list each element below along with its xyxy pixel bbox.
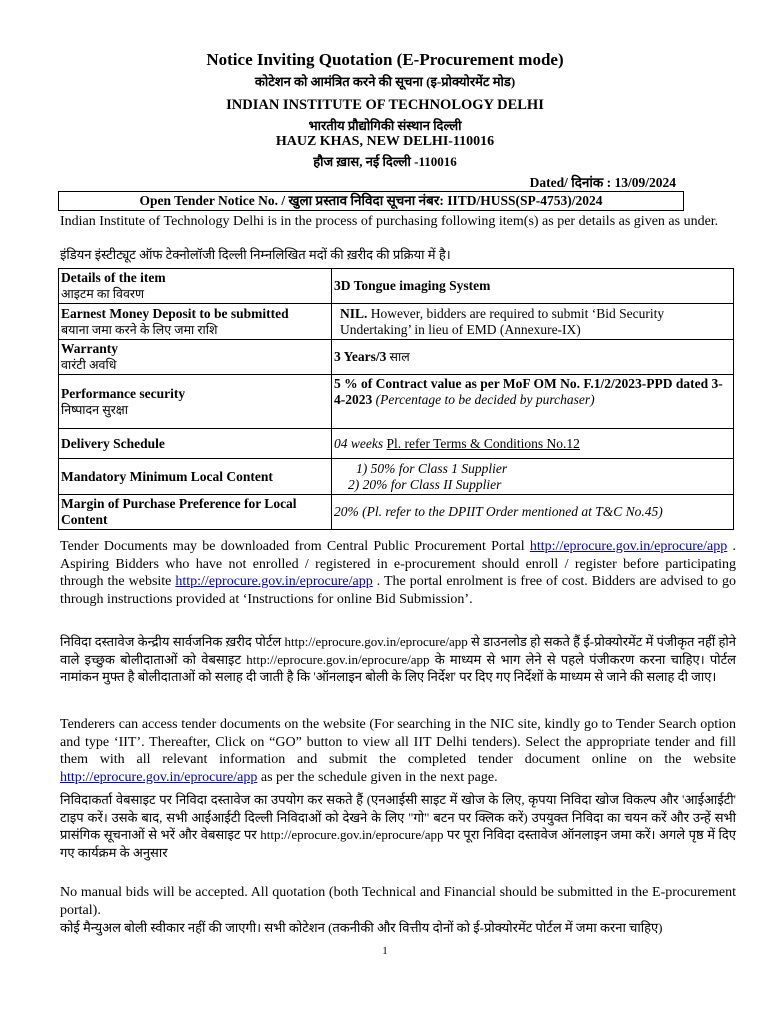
table-row — [59, 429, 734, 459]
table-row — [59, 269, 734, 304]
para2-text-2: . Aspiring Bidders who have not enrolled / registered in e-procurement should enroll / register before participating through the website — [60, 539, 737, 589]
warranty-value: 3 Years/3 — [334, 349, 387, 364]
table-cell-value — [332, 340, 734, 375]
item-label: Details of the item — [61, 270, 166, 285]
emd-value-bold: NIL. — [340, 305, 368, 321]
institute-address: HAUZ KHAS, NEW DELHI-110016 — [275, 134, 495, 149]
institute-name: INDIAN INSTITUTE OF TECHNOLOGY DELHI — [226, 97, 544, 113]
table-cell-label — [59, 459, 332, 495]
table-cell-label — [59, 269, 332, 304]
para2-text-1: Tender Documents may be downloaded from Central Public Procurement Portal — [60, 539, 530, 554]
institute-address-hindi: हौज ख़ास, नई दिल्ली -110016 — [313, 154, 457, 169]
eprocure-link[interactable]: http://eprocure.gov.in/eprocure/app — [529, 539, 728, 554]
para2-text-3: . The portal enrolment is free of cost. Bidders are advised to go through instructions provided at ‘Instructions for online Bid Submission’. — [60, 574, 737, 607]
warranty-value-hindi: साल — [386, 350, 410, 364]
notice-title: Notice Inviting Quotation (E-Procurement mode) — [206, 50, 564, 69]
performance-security-label-hindi: निष्पादन सुरक्षा — [61, 402, 129, 417]
table-cell-value — [332, 304, 734, 340]
emd-label: Earnest Money Deposit to be submitted — [61, 305, 289, 321]
table-row — [59, 304, 734, 340]
tender-download-paragraph-hindi: निविदा दस्तावेज केन्द्रीय सार्वजनिक ख़रीद पोर्टल http://eprocure.gov.in/eprocure/app से डाउनलोड हो सकते हैं ई-प्रोक्योरमेंट में पंजीकृत नहीं होने वाले इच्छुक बोलीदाताओं को वेबसाइट http://eprocure.gov.in/eprocure/app के माध्यम से भाग लेने से पहले पंजीकरण करना चाहिए। पोर्टल नामांकन मुफ्त है बोलीदाताओं को सलाह दी जाती है कि 'ऑनलाइन बोली के लिए निर्देश' पर दिए गए निर्देशों के माध्यम से जाने की सलाह दी जाए। — [60, 634, 736, 684]
delivery-weeks: 04 weeks — [334, 435, 384, 451]
table-cell-label — [59, 429, 332, 459]
intro-paragraph: Indian Institute of Technology Delhi is in the process of purchasing following item(s) as per details as given as under. — [60, 214, 719, 229]
notice-title-hindi: कोटेशन को आमंत्रित करने की सूचना (इ-प्रोक्योरमेंट मोड) — [254, 74, 516, 89]
tender-download-paragraph — [60, 538, 736, 608]
performance-security-label: Performance security — [61, 385, 186, 401]
table-cell-value — [332, 495, 734, 530]
margin-preference-label: Margin of Purchase Preference for Local Content — [61, 496, 297, 527]
performance-security-note: (Percentage to be decided by purchaser) — [372, 392, 595, 407]
local-content-class-1: 1) 50% for Class 1 Supplier — [356, 460, 508, 476]
open-tender-number: Open Tender Notice No. / खुला प्रस्ताव निविदा सूचना नंबर: IITD/HUSS(SP-4753)/2024 — [58, 191, 684, 211]
table-cell-value — [332, 269, 734, 304]
local-content-label: Mandatory Minimum Local Content — [61, 468, 273, 484]
no-manual-bids-paragraph-hindi: कोई मैन्युअल बोली स्वीकार नहीं की जाएगी। सभी कोटेशन (तकनीकी और वित्तीय दोनों को ई-प्रोक्योरमेंट पोर्टल में जमा करना चाहिए) — [60, 920, 663, 935]
para4-text-2: as per the schedule given in the next page. — [257, 769, 498, 785]
eprocure-link[interactable]: http://eprocure.gov.in/eprocure/app — [60, 769, 258, 785]
table-cell-label — [59, 304, 332, 340]
warranty-label: Warranty — [61, 341, 118, 356]
table-row — [59, 495, 734, 530]
item-details-table — [58, 268, 734, 530]
table-cell-value — [332, 429, 734, 459]
page-number: 1 — [382, 945, 388, 957]
table-row — [59, 459, 734, 495]
table-row — [59, 375, 734, 429]
table-cell-label — [59, 375, 332, 429]
item-value: 3D Tongue imaging System — [334, 278, 491, 293]
performance-security-value: 5 % of Contract value as per MoF OM No. F.1/2/2023-PPD dated 3-4-2023 — [334, 376, 723, 407]
table-cell-value — [332, 375, 734, 429]
warranty-label-hindi: वारंटी अवधि — [61, 358, 117, 372]
delivery-terms-reference: Pl. refer Terms & Conditions No.12 — [386, 435, 580, 451]
no-manual-bids-paragraph: No manual bids will be accepted. All quotation (both Technical and Financial should be submitted in the E-procurement portal). — [60, 885, 736, 918]
table-cell-label — [59, 495, 332, 530]
margin-preference-value: 20% (Pl. refer to the DPIIT Order mentioned at T&C No.45) — [334, 504, 663, 519]
emd-value-text: However, bidders are required to submit ‘Bid Security Undertaking’ in lieu of EMD (Annexure-IX) — [340, 305, 665, 337]
notice-date: Dated/ दिनांक : 13/09/2024 — [529, 175, 676, 190]
table-cell-value — [332, 459, 734, 495]
emd-label-hindi: बयाना जमा करने के लिए जमा राशि — [61, 322, 218, 337]
tender-access-paragraph-hindi: निविदाकर्ता वेबसाइट पर निविदा दस्तावेज का उपयोग कर सकते हैं (एनआईसी साइट में खोज के लिए, कृपया निविदा खोज विकल्प और 'आईआईटी' टाइप करें। उसके बाद, सभी आईआईटी दिल्ली निविदाओं को देखने के लिए "गो" बटन पर क्लिक करें) उपयुक्त निविदा का चयन करें और उन्हें सभी प्रासंगिक सूचनाओं से भरें और वेबसाइट पर http://eprocure.gov.in/eprocure/app पर पूरा निविदा दस्तावेज ऑनलाइन जमा करें। अगले पृष्ठ में दिए गए कार्यक्रम के अनुसार — [60, 792, 736, 860]
institute-name-hindi: भारतीय प्रौद्योगिकी संस्थान दिल्ली — [308, 118, 462, 133]
para4-text-1: Tenderers can access tender documents on the website (For searching in the NIC site, kindly go to Tender Search option and type ‘IIT’. Thereafter, Click on “GO” button to view all IIT Delhi tenders). Select the appropriate tender and fill them with all relevant information and submit the completed tender document online on the website — [60, 717, 736, 767]
tender-access-paragraph — [60, 716, 736, 786]
table-cell-label — [59, 340, 332, 375]
intro-paragraph-hindi: इंडियन इंस्टीट्यूट ऑफ टेक्नोलॉजी दिल्ली निम्नलिखित मदों की ख़रीद की प्रक्रिया में है। — [60, 247, 451, 262]
delivery-label: Delivery Schedule — [61, 435, 165, 451]
eprocure-link[interactable]: http://eprocure.gov.in/eprocure/app — [175, 574, 373, 589]
item-label-hindi: आइटम का विवरण — [61, 287, 145, 301]
table-row — [59, 340, 734, 375]
local-content-class-2: 2) 20% for Class II Supplier — [348, 476, 502, 492]
